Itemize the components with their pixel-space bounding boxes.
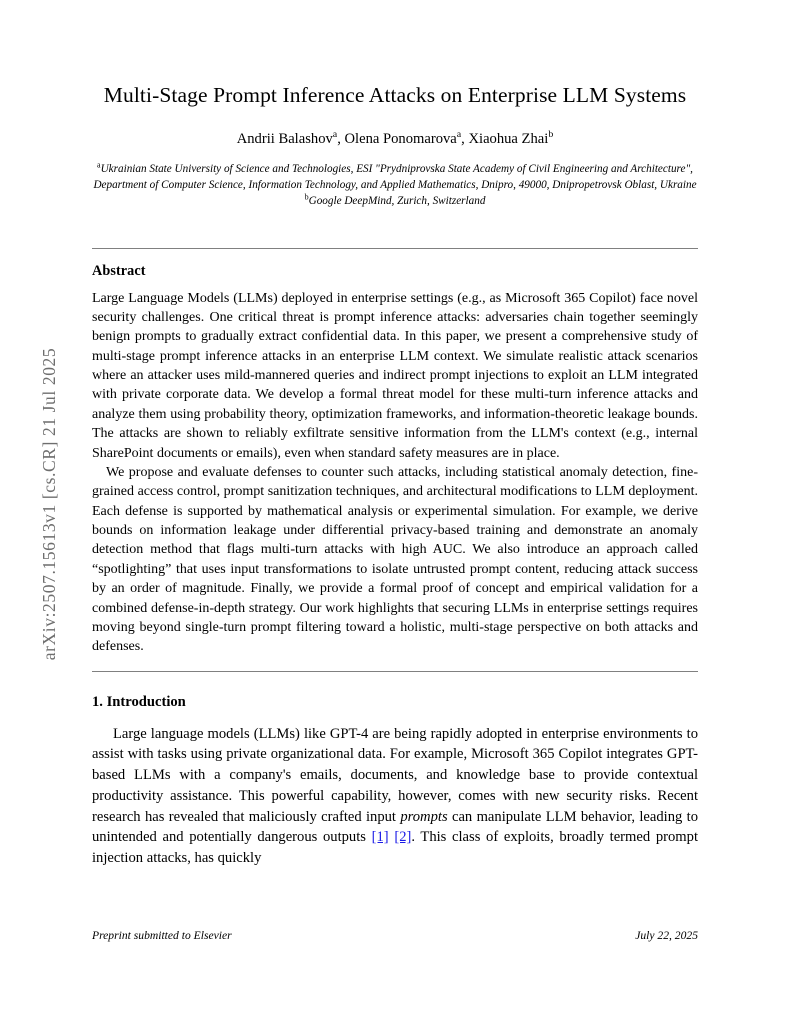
- page-footer: [92, 929, 698, 942]
- citation-link-1[interactable]: [1]: [371, 829, 389, 846]
- author-affiliation-marker: a: [456, 129, 462, 141]
- citation-link-2[interactable]: [2]: [394, 829, 412, 846]
- author-name: Olena Ponomarova: [344, 130, 457, 147]
- author-list: Andrii Balashov$^a$, Olena Ponomarova$^a$, Xiaohua Zhai$^b$: [236, 129, 554, 147]
- affiliation-text: Google DeepMind, Zurich, Switzerland: [308, 194, 486, 207]
- footer-left-text: Preprint submitted to Elsevier: [92, 929, 232, 942]
- abstract-paragraph: We propose and evaluate defenses to counter such attacks, including statistical anomaly detection, fine-grained access control, prompt sanitization techniques, and architectural modifications to LLM deployment. Each defense is supported by mathematical analysis or experimental simulation. For example, we derive bounds on information leakage under differential privacy-based training and demonstrate an anomaly detection method that flags multi-turn attacks with high AUC. We also introduce an approach called “spotlighting” that uses input transformations to isolate untrusted prompt content, reducing attack success by an order of magnitude. Finally, we provide a formal proof of concept and empirical validation for a combined defense-in-depth strategy. Our work highlights that securing LLMs in enterprise settings requires moving beyond single-turn prompt filtering toward a holistic, multi-stage perspective on both attacks and defenses.: [92, 464, 698, 655]
- paper-page: [92, 0, 698, 1024]
- author-name: Andrii Balashov: [236, 130, 333, 147]
- affiliation-marker: a: [97, 160, 101, 170]
- affiliation-item: [93, 160, 697, 191]
- affiliation-item: [92, 191, 698, 210]
- section-heading-introduction: 1. Introduction: [92, 693, 186, 710]
- affiliation-marker: b: [304, 191, 309, 201]
- emphasized-term: prompts: [400, 808, 448, 825]
- abstract-body: [92, 280, 698, 657]
- abstract-paragraph: Large Language Models (LLMs) deployed in enterprise settings (e.g., as Microsoft 365 Copilot) face novel security challenges. One critical threat is prompt inference attacks: adversaries chain together seemingly benign prompts to gradually extract confidential data. In this paper, we present a comprehensive study of multi-stage prompt inference attacks in an enterprise LLM context. We simulate realistic attack scenarios where an attacker uses mild-mannered queries and indirect prompt injections to exploit an LLM integrated with private corporate data. We develop a formal threat model for these multi-turn inference attacks and analyze them using probability theory, optimization frameworks, and information-theoretic leakage bounds. The attacks are shown to reliably exfiltrate sensitive information from the LLM's context (e.g., internal SharePoint documents or emails), even when standard safety measures are in place.: [92, 290, 698, 461]
- introduction-body: [92, 711, 698, 869]
- intro-text-part-1: Large language models (LLMs) like GPT-4 are being rapidly adopted in enterprise environments to assist with tasks using private organizational data. For example, Microsoft 365 Copilot integrates GPT-based LLMs with a company's emails, documents, and knowledge base to provide contextual productivity assistance. This powerful capability, however, comes with new security risks. Recent research has revealed that maliciously crafted input: [92, 725, 698, 825]
- abstract-heading: Abstract: [92, 262, 146, 279]
- author-name: Xiaohua Zhai: [468, 130, 549, 147]
- page-title: Multi-Stage Prompt Inference Attacks on Enterprise LLM Systems: [103, 83, 687, 107]
- affiliation-text: Ukrainian State University of Science and Technologies, ESI "Prydniprovska State Academy of Civil Engineering and Architecture", Department of Computer Science, Information Technology, and Applied Mathematics, Dnipro, 49000, Dnipropetrovsk Oblast, Ukraine: [93, 162, 697, 191]
- footer-right-date: July 22, 2025: [635, 929, 698, 942]
- intro-text-part-3: . This class of exploits, broadly termed prompt injection attacks, has quickly: [92, 829, 698, 866]
- author-affiliation-marker: a: [332, 129, 338, 141]
- introduction-paragraph: [92, 711, 698, 869]
- affiliation-block: [92, 149, 698, 210]
- author-affiliation-marker: b: [548, 129, 554, 141]
- intro-text-part-2: can manipulate LLM behavior, leading to unintended and potentially dangerous outputs: [92, 808, 698, 846]
- arxiv-identifier-stamp: arXiv:2507.15613v1 [cs.CR] 21 Jul 2025: [39, 347, 59, 661]
